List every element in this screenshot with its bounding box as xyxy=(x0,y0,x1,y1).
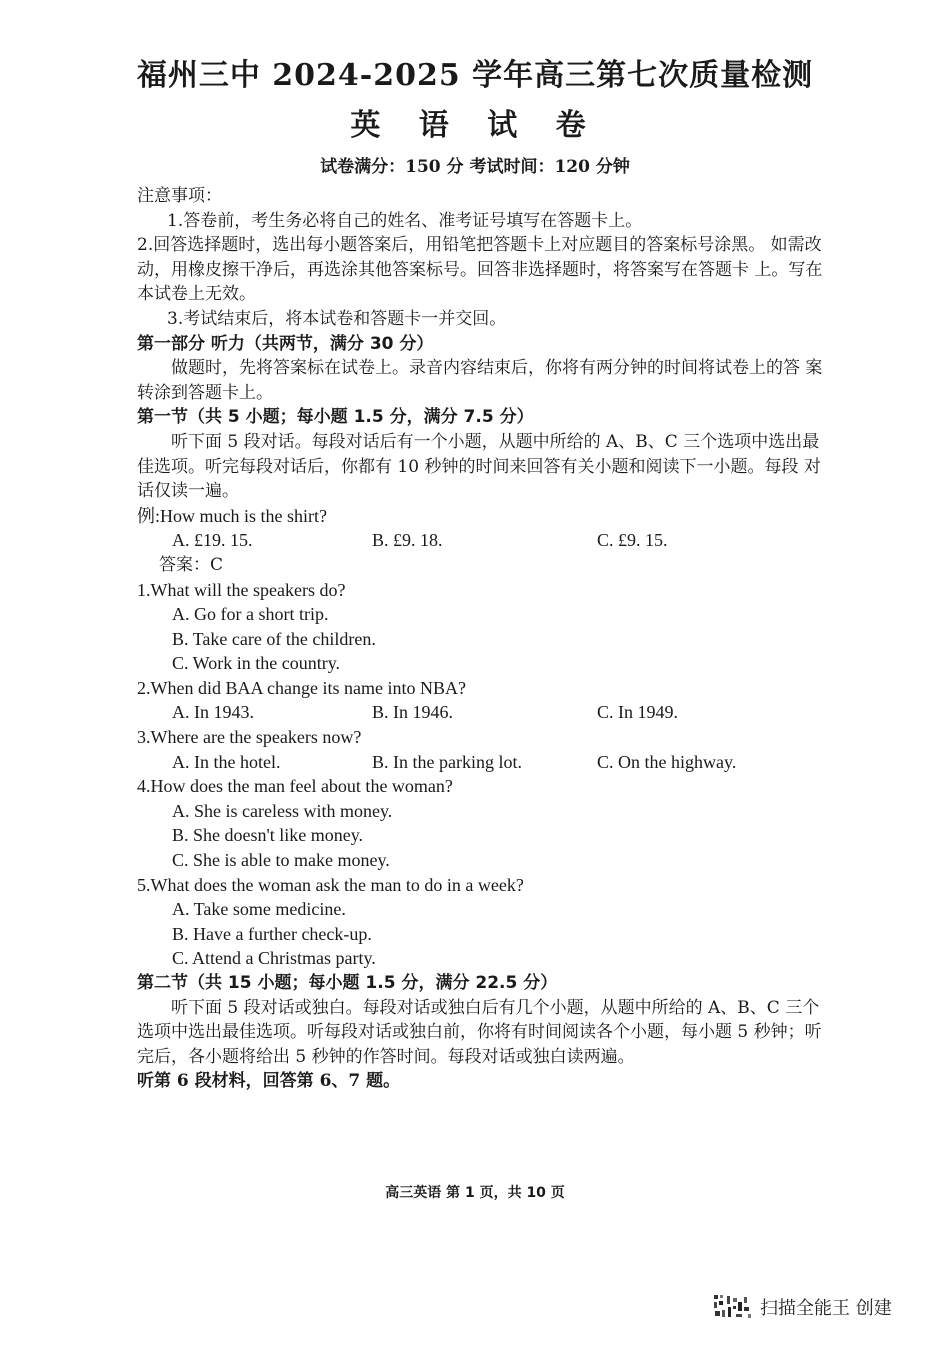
exam-title: 福州三中 2024-2025 学年高三第七次质量检测 xyxy=(136,58,814,93)
part1-heading: 第一部分 听力（共两节，满分 30 分） xyxy=(137,333,434,354)
q2-option-a: A. In 1943. xyxy=(172,702,254,723)
exam-body xyxy=(137,184,837,1094)
example-question: 例:How much is the shirt? xyxy=(137,505,327,526)
part1-instruction: 做题时，先将答案标在试卷上。录音内容结束后，你将有两分钟的时间将试卷上的答 案转涂到答题卡上。 xyxy=(137,358,823,403)
example-options xyxy=(137,528,837,553)
q4-option-a: A. She is careless with money. xyxy=(172,800,393,821)
note-item: 3.考试结束后，将本试卷和答题卡一并交回。 xyxy=(167,308,507,329)
q5-option-c: C. Attend a Christmas party. xyxy=(172,948,376,969)
question-2: 2.When did BAA change its name into NBA? xyxy=(137,677,466,698)
q2-option-b: B. In 1946. xyxy=(372,702,453,723)
q4-option-c: C. She is able to make money. xyxy=(172,850,390,871)
question-1: 1.What will the speakers do? xyxy=(137,579,346,600)
question-5: 5.What does the woman ask the man to do in a week? xyxy=(137,874,524,895)
question-4: 4.How does the man feel about the woman? xyxy=(137,776,453,797)
example-answer: 答案：C xyxy=(159,554,224,575)
exam-subtitle: 英 语 试 卷 xyxy=(350,108,600,143)
q1-option-a: A. Go for a short trip. xyxy=(172,604,329,625)
section2-heading: 第二节（共 15 小题；每小题 1.5 分，满分 22.5 分） xyxy=(137,973,558,993)
note-item: 2.回答选择题时，选出每小题答案后，用铅笔把答题卡上对应题目的答案标号涂黑。 如需改动，用橡皮擦干净后，再选涂其他答案标号。回答非选择题时，将答案写在答题卡 上。写在本试卷上无效。 xyxy=(137,235,823,305)
q3-option-b: B. In the parking lot. xyxy=(372,751,522,772)
qr-code-icon xyxy=(712,1292,754,1322)
note-item: 1.答卷前，考生务必将自己的姓名、准考证号填写在答题卡上。 xyxy=(167,210,643,231)
scanner-watermark xyxy=(712,1292,892,1322)
q1-option-b: B. Take care of the children. xyxy=(172,628,376,649)
q3-option-c: C. On the highway. xyxy=(597,751,737,772)
q3-option-a: A. In the hotel. xyxy=(172,751,281,772)
section1-instruction: 听下面 5 段对话。每段对话后有一个小题，从题中所给的 A、B、C 三个选项中选出最 佳选项。听完每段对话后，你都有 10 秒钟的时间来回答有关小题和阅读下一小题。每段 对话仅读一遍。 xyxy=(137,431,821,502)
q4-option-b: B. She doesn't like money. xyxy=(172,825,364,846)
q5-option-a: A. Take some medicine. xyxy=(172,899,346,920)
section2-next: 听第 6 段材料，回答第 6、7 题。 xyxy=(137,1071,401,1092)
section2-instruction: 听下面 5 段对话或独白。每段对话或独白后有几个小题，从题中所给的 A、B、C 三个 选项中选出最佳选项。听每段对话或独白前，你将有时间阅读各个小题，每小题 5 秒钟；听 完后，各小题将给出 5 秒钟的作答时间。每段对话或独白读两遍。 xyxy=(137,997,822,1067)
watermark-text: 扫描全能王 创建 xyxy=(760,1298,892,1319)
notes-heading: 注意事项： xyxy=(137,186,222,206)
example-option-a: A. £19. 15. xyxy=(172,530,253,551)
q3-options xyxy=(137,750,837,775)
q5-option-b: B. Have a further check-up. xyxy=(172,923,372,944)
page-footer: 高三英语 第 1 页，共 10 页 xyxy=(385,1185,565,1201)
q2-option-c: C. In 1949. xyxy=(597,702,678,723)
exam-meta: 试卷满分：150 分 考试时间：120 分钟 xyxy=(320,157,630,177)
example-option-b: B. £9. 18. xyxy=(372,530,443,551)
question-3: 3.Where are the speakers now? xyxy=(137,727,362,748)
example-option-c: C. £9. 15. xyxy=(597,530,668,551)
q2-options xyxy=(137,700,837,725)
section1-heading: 第一节（共 5 小题；每小题 1.5 分，满分 7.5 分） xyxy=(137,407,534,428)
q1-option-c: C. Work in the country. xyxy=(172,653,341,674)
